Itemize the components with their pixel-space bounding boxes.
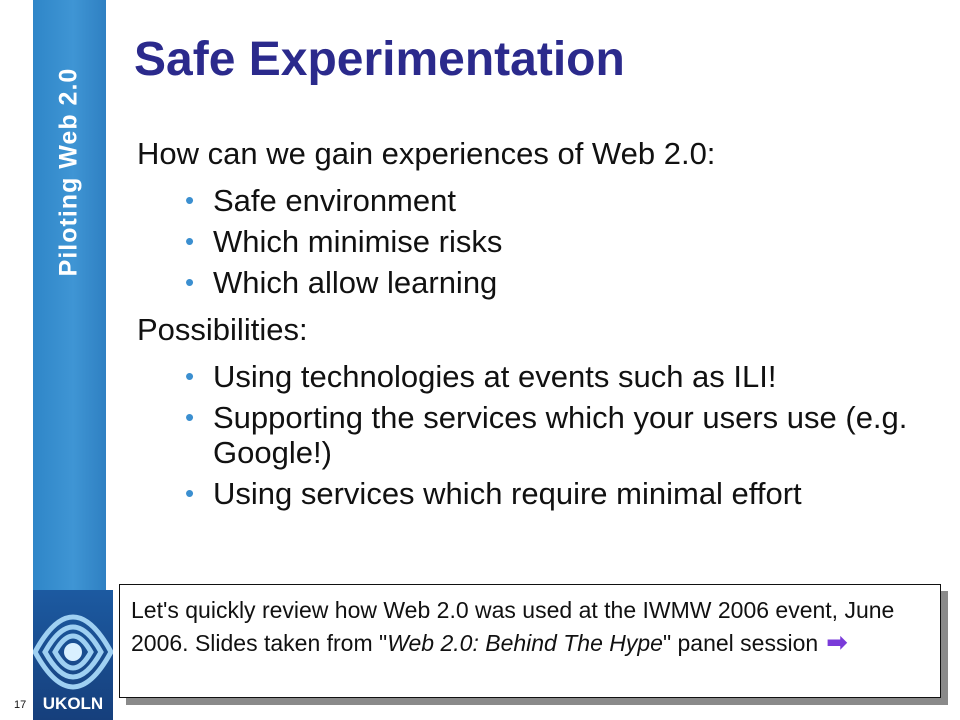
- bullet-item: [137, 476, 947, 511]
- logo-text: UKOLN: [42, 694, 104, 713]
- body-heading-2: Possibilities:: [137, 312, 308, 347]
- bullet-dot-icon: •: [185, 402, 195, 432]
- bullet-list-2: [137, 359, 947, 511]
- bullet-dot-icon: •: [185, 361, 195, 391]
- bullet-dot-icon: •: [185, 226, 195, 256]
- ukoln-logo: [33, 590, 113, 720]
- bullet-item: [137, 224, 947, 259]
- right-arrow-icon[interactable]: ➡: [826, 627, 848, 657]
- bullet-dot-icon: •: [185, 478, 195, 508]
- bullet-text: Safe environment: [213, 183, 456, 218]
- slide-body: [137, 130, 947, 517]
- bullet-text: Using services which require minimal effort: [213, 476, 802, 511]
- bullet-item: [137, 183, 947, 218]
- body-heading-1: How can we gain experiences of Web 2.0:: [137, 136, 716, 171]
- bullet-dot-icon: •: [185, 185, 195, 215]
- note-italic-title: Web 2.0: Behind The Hype: [387, 630, 663, 656]
- bullet-text: Which minimise risks: [213, 224, 503, 259]
- bullet-text: Using technologies at events such as ILI!: [213, 359, 777, 394]
- note-text-1: Let's quickly review how Web 2.0 was used at the IWMW 2006 event, June 2006. Slides taken from ": [131, 597, 895, 656]
- bullet-item: [137, 359, 947, 394]
- bullet-text: Supporting the services which your users use (e.g. Google!): [213, 400, 908, 470]
- note-callout: [119, 584, 941, 698]
- sidebar-label: Piloting Web 2.0: [54, 67, 83, 277]
- bullet-dot-icon: •: [185, 267, 195, 297]
- slide-number: 17: [14, 699, 27, 711]
- bullet-item: [137, 400, 947, 470]
- bullet-item: [137, 265, 947, 300]
- bullet-text: Which allow learning: [213, 265, 498, 300]
- slide-title: Safe Experimentation: [134, 33, 625, 86]
- note-text-2: " panel session: [662, 630, 819, 656]
- bullet-list-1: [137, 183, 947, 300]
